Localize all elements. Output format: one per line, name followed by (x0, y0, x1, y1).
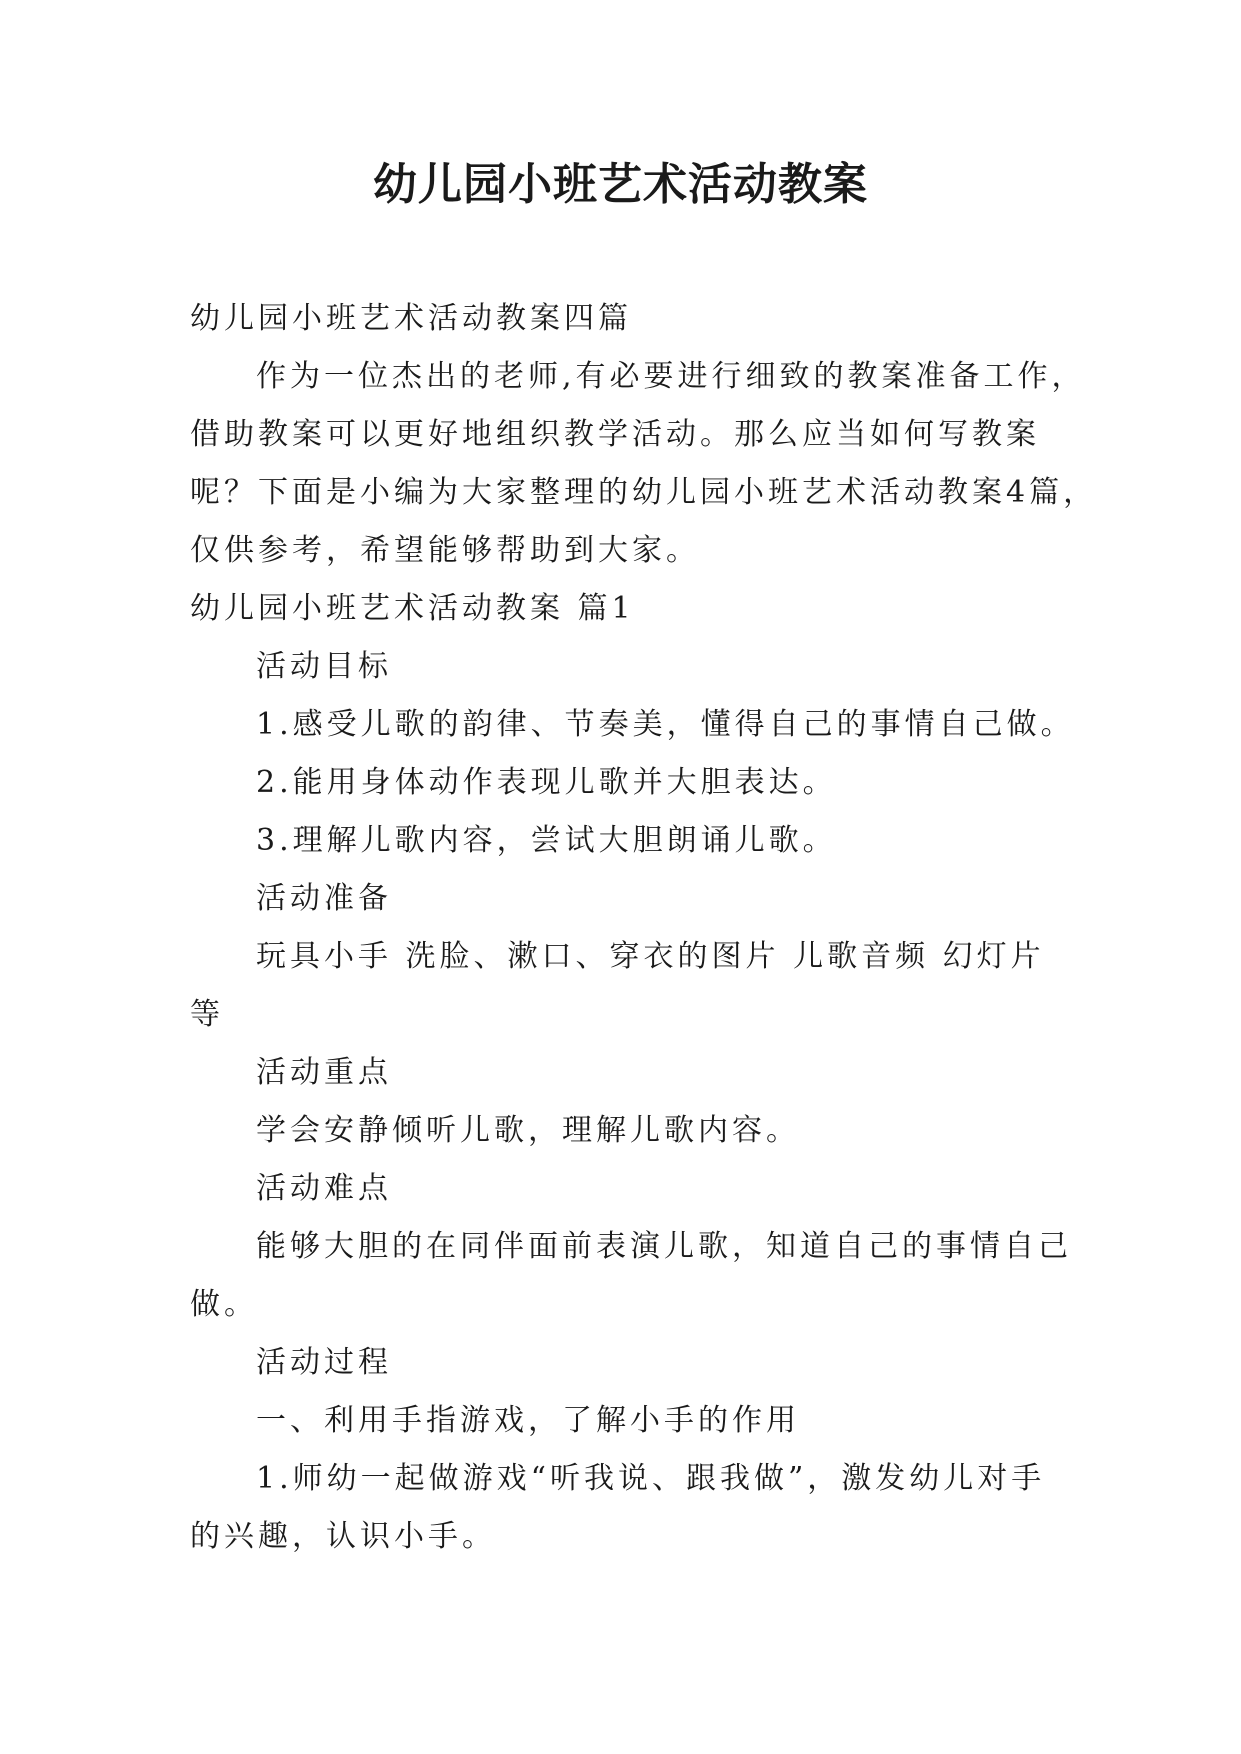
intro-line: 仅供参考，希望能够帮助到大家。 (190, 533, 700, 568)
prep-heading: 活动准备 (256, 881, 392, 916)
section-heading: 幼儿园小班艺术活动教案 篇1 (190, 591, 635, 626)
intro-line: 借助教案可以更好地组织教学活动。那么应当如何写教案 (190, 417, 1040, 452)
difficulty-heading: 活动难点 (256, 1171, 392, 1206)
process-heading: 活动过程 (256, 1345, 392, 1380)
goal-item: 2.能用身体动作表现儿歌并大胆表达。 (256, 765, 837, 800)
difficulty-line: 做。 (190, 1287, 258, 1322)
process-line: 的兴趣，认识小手。 (190, 1519, 496, 1554)
prep-line: 玩具小手 洗脸、漱口、穿衣的图片 儿歌音频 幻灯片 (256, 939, 1045, 974)
goal-item: 1.感受儿歌的韵律、节奏美，懂得自己的事情自己做。 (256, 707, 1075, 742)
goal-heading: 活动目标 (256, 649, 392, 684)
process-step: 一、利用手指游戏，了解小手的作用 (256, 1403, 800, 1438)
document-title: 幼儿园小班艺术活动教案 (373, 159, 868, 210)
difficulty-line: 能够大胆的在同伴面前表演儿歌，知道自己的事情自己 (256, 1229, 1072, 1264)
prep-line: 等 (190, 997, 224, 1032)
intro-line: 呢？下面是小编为大家整理的幼儿园小班艺术活动教案4篇， (190, 475, 1098, 510)
focus-line: 学会安静倾听儿歌，理解儿歌内容。 (256, 1113, 800, 1148)
process-line: 1.师幼一起做游戏“听我说、跟我做”，激发幼儿对手 (256, 1461, 1046, 1496)
focus-heading: 活动重点 (256, 1055, 392, 1090)
intro-line: 作为一位杰出的老师,有必要进行细致的教案准备工作， (256, 359, 1086, 394)
document-body (190, 290, 1098, 1566)
subtitle-line: 幼儿园小班艺术活动教案四篇 (190, 301, 632, 336)
goal-item: 3.理解儿歌内容，尝试大胆朗诵儿歌。 (256, 823, 837, 858)
